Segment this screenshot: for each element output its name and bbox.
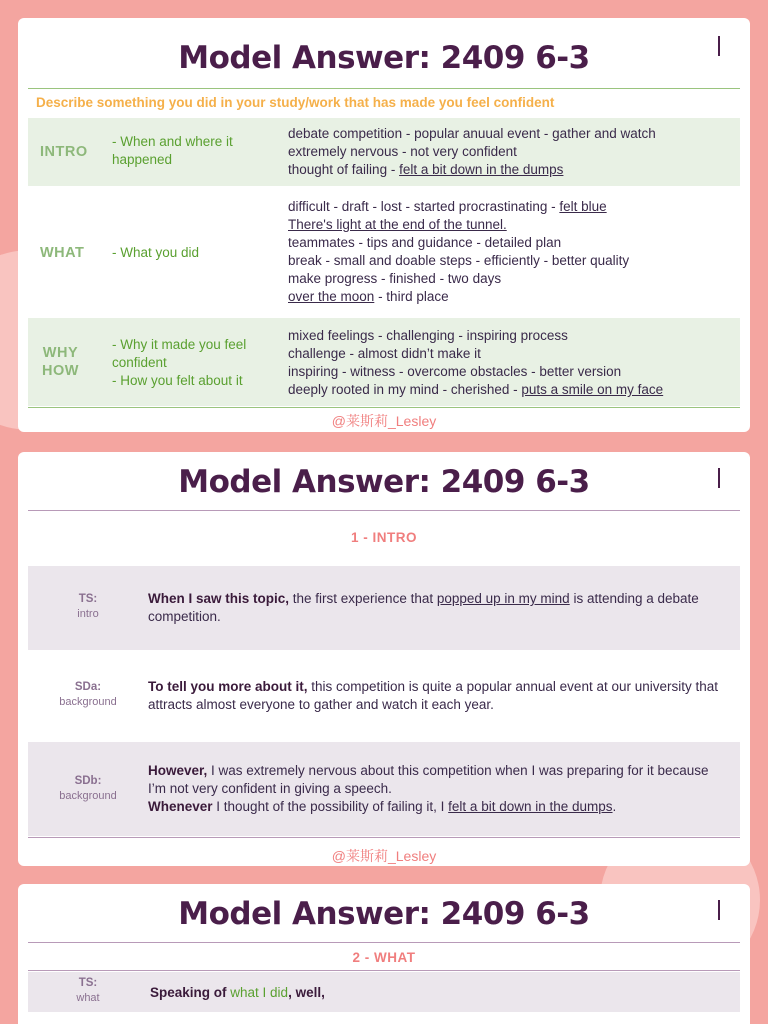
paragraph-tag: TS: intro — [77, 593, 99, 620]
paragraph-tag: SDa: background — [59, 681, 117, 708]
idiom-underlined: felt blue — [559, 199, 607, 214]
keyword-line: teammates - tips and guidance - detailed plan — [288, 235, 562, 250]
divider — [28, 970, 740, 971]
paragraph-text: However, I was extremely nervous about this competition when I was preparing for it because I’m not very confident in giving a speech. Whenever I thought of the possibility of failing it, I felt a bit down in the dumps. — [148, 763, 709, 814]
keyword-list — [288, 327, 730, 399]
divider — [28, 837, 740, 838]
row-description: - When and where it happened — [112, 134, 233, 167]
keyword-line: mixed feelings - challenging - inspiring process — [288, 328, 568, 343]
keyword-list — [288, 125, 730, 179]
text-cursor-mark — [718, 900, 720, 920]
paragraph-text: To tell you more about it, this competition is quite a popular annual event at our university that attracts almost everyone to gather and watch it each year. — [148, 679, 719, 712]
card-title: Model Answer: 2409 6-3 — [178, 896, 590, 932]
outline-row-intro — [28, 118, 740, 186]
paragraph-row-sda — [28, 652, 740, 740]
keyword-line: make progress - finished - two days — [288, 271, 502, 286]
text-cursor-mark — [718, 36, 720, 56]
divider — [28, 510, 740, 511]
keyword-line: break - small and doable steps - efficiently - better quality — [288, 253, 630, 268]
paragraph-row-ts — [28, 972, 740, 1012]
card-title: Model Answer: 2409 6-3 — [178, 40, 590, 76]
row-description: - Why it made you feel confident - How you felt about it — [112, 337, 247, 388]
paragraph-tag: TS: what — [76, 977, 100, 1004]
author-watermark: @莱斯莉_Lesley — [331, 848, 437, 864]
keyword-line: over the moon - third place — [288, 289, 449, 304]
divider — [28, 942, 740, 943]
divider — [28, 88, 740, 89]
keyword-line — [288, 216, 730, 234]
paragraph-row-ts — [28, 566, 740, 650]
intro-card — [18, 452, 750, 866]
keyword-list — [288, 198, 730, 306]
row-label: WHY HOW — [42, 345, 79, 379]
row-label: INTRO — [40, 144, 88, 160]
keyword-line: difficult - draft - lost - started procrastinating - felt blue — [288, 199, 607, 214]
paragraph-text: When I saw this topic, the first experience that popped up in my mind is attending a debate competition. — [148, 591, 699, 624]
keyword-line: thought of failing - felt a bit down in the dumps — [288, 162, 564, 177]
row-label: WHAT — [40, 245, 85, 261]
question-subtitle: Describe something you did in your study/work that has made you feel confident — [36, 95, 555, 110]
paragraph-row-sdb — [28, 742, 740, 836]
keyword-line: challenge - almost didn’t make it — [288, 346, 481, 361]
card-title: Model Answer: 2409 6-3 — [178, 464, 590, 500]
outline-row-what — [28, 190, 740, 318]
divider — [28, 407, 740, 408]
idiom-underlined: over the moon — [288, 289, 375, 304]
paragraph-text: Speaking of what I did, well, — [150, 985, 325, 1000]
idiom-underlined: There's light at the end of the tunnel. — [288, 217, 507, 232]
author-watermark: @莱斯莉_Lesley — [331, 413, 437, 429]
section-title: 1 - INTRO — [350, 530, 417, 545]
idiom-underlined: felt a bit down in the dumps — [399, 162, 564, 177]
idiom-underlined: puts a smile on my face — [521, 382, 664, 397]
what-card — [18, 884, 750, 1024]
keyword-line: extremely nervous - not very confident — [288, 144, 517, 159]
overview-card — [18, 18, 750, 432]
paragraph-tag: SDb: background — [59, 775, 117, 802]
keyword-line: inspiring - witness - overcome obstacles - better version — [288, 364, 622, 379]
keyword-line: deeply rooted in my mind - cherished - puts a smile on my face — [288, 382, 664, 397]
text-cursor-mark — [718, 468, 720, 488]
row-description: - What you did — [112, 245, 200, 260]
keyword-line: debate competition - popular anuual event - gather and watch — [288, 126, 656, 141]
section-title: 2 - WHAT — [352, 950, 416, 965]
outline-row-why-how — [28, 318, 740, 406]
